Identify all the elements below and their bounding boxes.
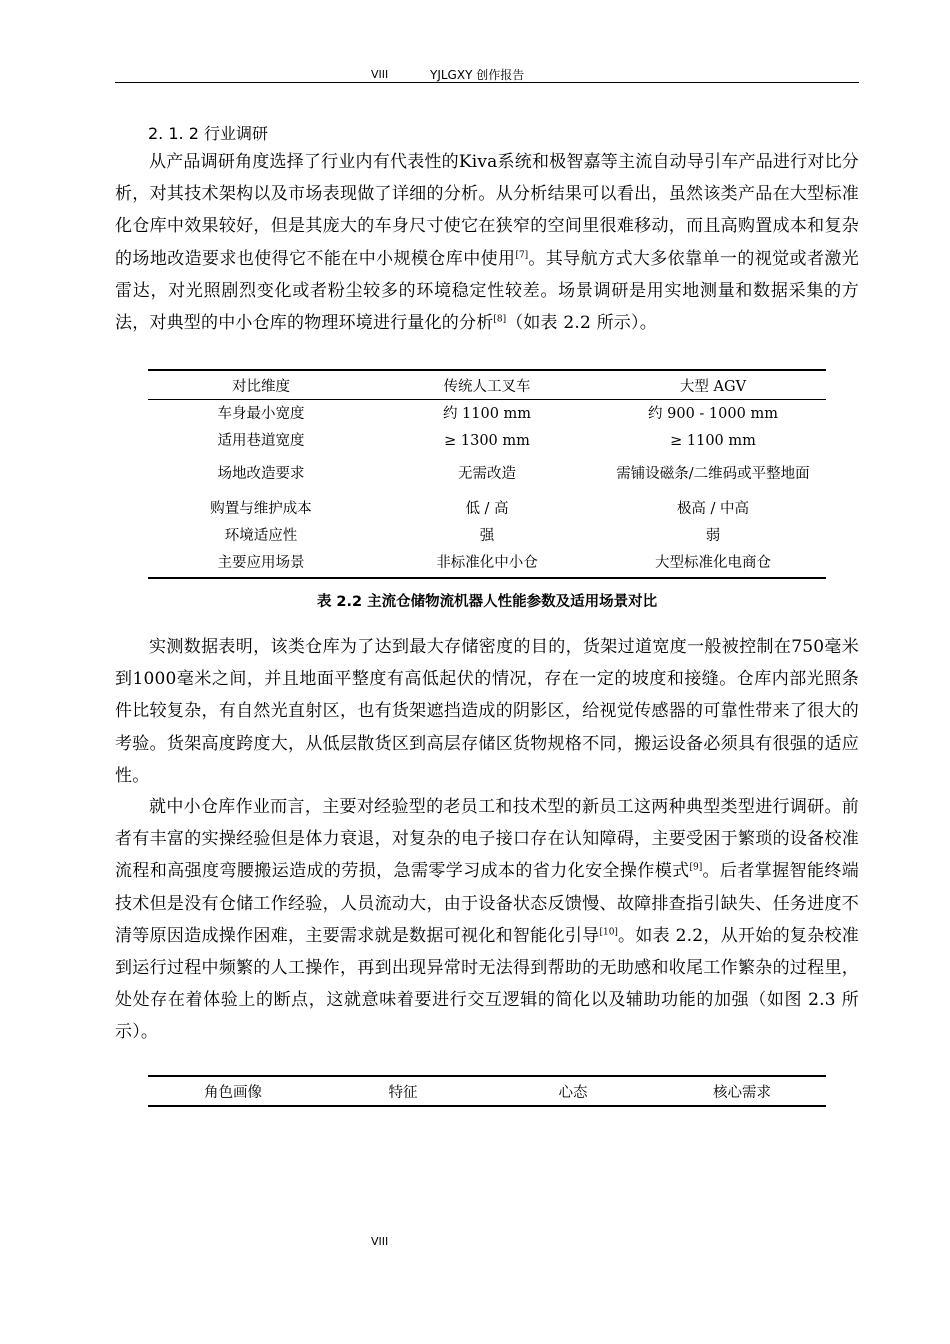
table-cell: 购置与维护成本 (210, 501, 312, 517)
paragraph-text: 。其导航方式大多依靠单一的视觉或者激光雷达，对光照剧烈变化或者粉尘较多的环境稳定性较差。场景调研是用实地测量和数据采集的方法，对典型的中小仓库的物理环境进行量化的分析 (115, 248, 859, 334)
table-header-row (148, 1076, 826, 1106)
table-cell: 无需改造 (458, 466, 516, 482)
table-header-cell: 心态 (558, 1084, 588, 1101)
table-row (148, 548, 826, 578)
citation-ref: [9] (689, 862, 703, 873)
table-row (148, 453, 826, 495)
section-heading: 2. 1. 2 行业调研 (148, 124, 268, 143)
table-cell (600, 453, 826, 495)
table-cell: 适用巷道宽度 (217, 432, 305, 449)
table-header-cell: 传统人工叉车 (374, 370, 600, 400)
comparison-table (148, 369, 826, 579)
table-cell: ≥ 1300 mm (444, 432, 530, 449)
table-cell: 主要应用场景 (217, 554, 305, 571)
table-header-cell: 对比维度 (148, 370, 374, 400)
table-cell: 约 900 - 1000 mm (648, 406, 778, 422)
table-cell: 极高 / 中高 (676, 501, 750, 517)
table-cell: 场地改造要求 (217, 466, 305, 482)
table-row (148, 428, 826, 453)
table-cell: 强 (479, 527, 495, 544)
persona-table (148, 1075, 826, 1107)
table-header-cell: 大型 AGV (600, 370, 826, 400)
table-row (148, 400, 826, 429)
citation-ref: [7] (515, 249, 529, 260)
paragraph-text: 。后者掌握智能终端技术但是没有仓储工作经验，人员流动大，由于设备状态反馈慢、故障排查指引缺失、任务进度不清等原因造成操作困难，主要需求就是数据可视化和智能化引导 (115, 861, 859, 946)
table-cell-text: 需铺设磁条/二维码或平整地面 (616, 466, 810, 482)
table-header-cell: 特征 (388, 1084, 418, 1101)
table-header-cell: 核心需求 (713, 1084, 771, 1101)
paragraph-text: 从产品调研角度选择了行业内有代表性的Kiva系统和极智嘉等主流自动导引车产品进行对比分析，对其技术架构以及市场表现做了详细的分析。从分析结果可以看出，虽然该类产品在大型标准化仓库中效果较好，但是其庞大的车身尺寸使它在狭窄的空间里很难移动，而且高购置成本和复杂的场地改造要求也使得它不能在中小规模仓库中使用 (115, 152, 859, 269)
paragraph-user-research (115, 791, 859, 1049)
table-cell: 环境适应性 (224, 527, 298, 544)
paragraph-measurement: 实测数据表明，该类仓库为了达到最大存储密度的目的，货架过道宽度一般被控制在750毫米到1000毫米之间，并且地面平整度有高低起伏的情况，存在一定的坡度和接缝。仓库内部光照条件比较复杂，有自然光直射区，也有货架遮挡造成的阴影区，给视觉传感器的可靠性带来了很大的考验。货架高度跨度大，从低层散货区到高层存储区货物规格不同，搬运设备必须具有很强的适应性。 (115, 637, 859, 786)
paragraph-text: 就中小仓库作业而言，主要对经验型的老员工和技术型的新员工这两种典型类型进行调研。前者有丰富的实操经验但是体力衰退，对复杂的电子接口存在认知障碍，主要受困于繁琐的设备校准流程和高强度弯腰搬运造成的劳损，急需零学习成本的省力化安全操作模式 (115, 797, 859, 882)
footer-page-number: VIII (371, 1235, 389, 1248)
citation-ref: [8] (493, 314, 507, 325)
table-cell: 非标准化中小仓 (436, 554, 538, 571)
table-cell: 低 / 高 (465, 501, 509, 517)
table-cell: ≥ 1100 mm (670, 432, 756, 449)
paragraph-text: （如表 2.2 所示）。 (506, 313, 657, 334)
table-cell: 大型标准化电商仓 (655, 554, 771, 571)
paragraph-text: 。如表 2.2，从开始的复杂校准到运行过程中频繁的人工操作，再到出现异常时无法得到帮助的无助感和收尾工作繁杂的过程里，处处存在着体验上的断点，这就意味着要进行交互逻辑的简化以及辅助功能的加强（如图 2.3 所示）。 (115, 925, 859, 1043)
header-page-number: VIII (371, 68, 389, 81)
table-header-row (148, 370, 826, 400)
paragraph-industry-research (115, 146, 859, 339)
table-cell: 车身最小宽度 (217, 406, 305, 422)
table-row (148, 495, 826, 523)
page-header (115, 66, 859, 83)
table-row (148, 523, 826, 548)
table-caption: 表 2.2 主流仓储物流机器人性能参数及适用场景对比 (316, 594, 658, 610)
table-cell: 约 1100 mm (442, 406, 532, 422)
table-header-cell: 角色画像 (204, 1084, 262, 1101)
table-cell: 弱 (705, 527, 721, 544)
header-title: YJLGXY 创作报告 (430, 68, 525, 82)
citation-ref: [10] (599, 927, 618, 938)
